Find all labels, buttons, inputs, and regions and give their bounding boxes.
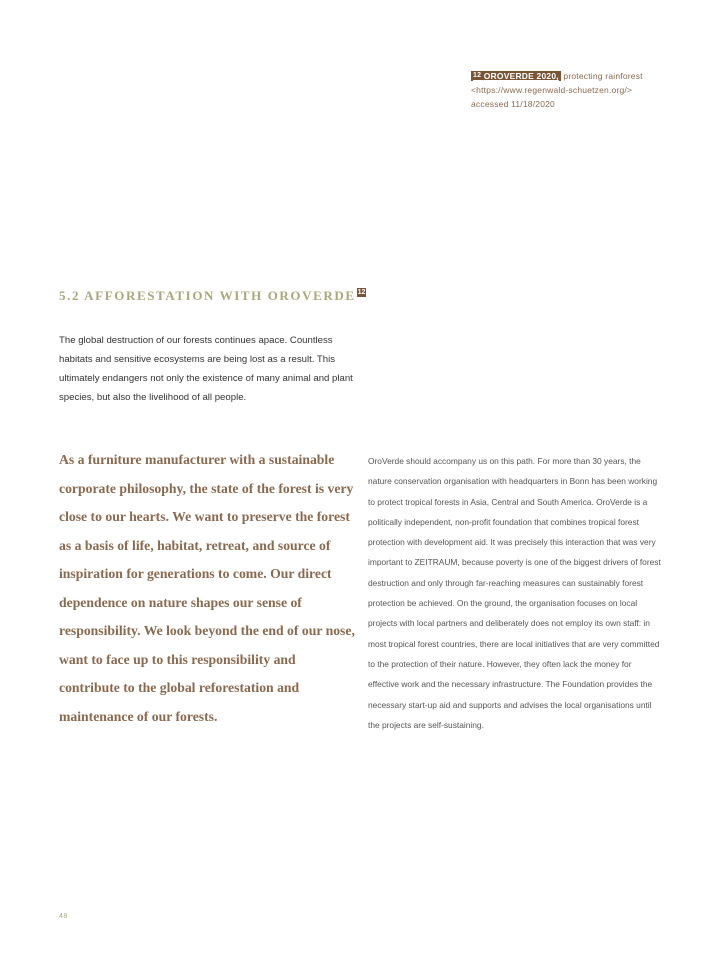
body-paragraph: OroVerde should accompany us on this path. For more than 30 years, the nature conservation organisation with headquarters in Bonn has been working to protect tropical forests in Asia, Central and South America. OroVerde is a politically independent, non-profit foundation that combines tropical forest protection with development aid. It was precisely this interaction that was very important to ZEITRAUM, because poverty is one of the biggest drivers of forest destruction and only through far-reaching measures can sustainably forest protection be achieved. On the ground, the organisation focuses on local projects with local partners and deliberately does not employ its own staff: in most tropical forest countries, there are local initiatives that are very committed to the protection of their nature. However, they often lack the money for effective work and the necessary infrastructure. The Foundation provides the necessary start-up aid and supports and advises the local organisations until the projects are self-sustaining.: [368, 456, 661, 730]
footnote-source: OROVERDE 2020,: [483, 71, 559, 81]
footnote: [471, 69, 701, 111]
section-heading: [59, 288, 559, 304]
intro-paragraph: The global destruction of our forests continues apace. Countless habitats and sensitive ecosystems are being lost as a result. This ultimately endangers not only the existence of many animal and plant species, but also the livelihood of all people.: [59, 335, 353, 403]
page-number: 48: [59, 913, 68, 920]
footnote-accessed: accessed 11/18/2020: [471, 99, 555, 109]
footnote-reference[interactable]: 12: [357, 289, 366, 296]
footnote-source-tag: [471, 71, 561, 81]
footnote-url[interactable]: <https://www.regenwald-schuetzen.org/>: [471, 85, 633, 95]
footnote-title: protecting rainforest: [560, 71, 643, 81]
pull-quote: As a furniture manufacturer with a sustainable corporate philosophy, the state of the forest is very close to our hearts. We want to preserve the forest as a basis of life, habitat, retreat, and source of inspiration for generations to come. Our direct dependence on nature shapes our sense of responsibility. We look beyond the end of our nose, want to face up to this responsibility and contribute to the global reforestation and maintenance of our forests.: [59, 452, 355, 724]
section-heading-text: 5.2 AFFORESTATION WITH OROVERDE: [59, 288, 356, 303]
footnote-number: 12: [473, 72, 482, 79]
